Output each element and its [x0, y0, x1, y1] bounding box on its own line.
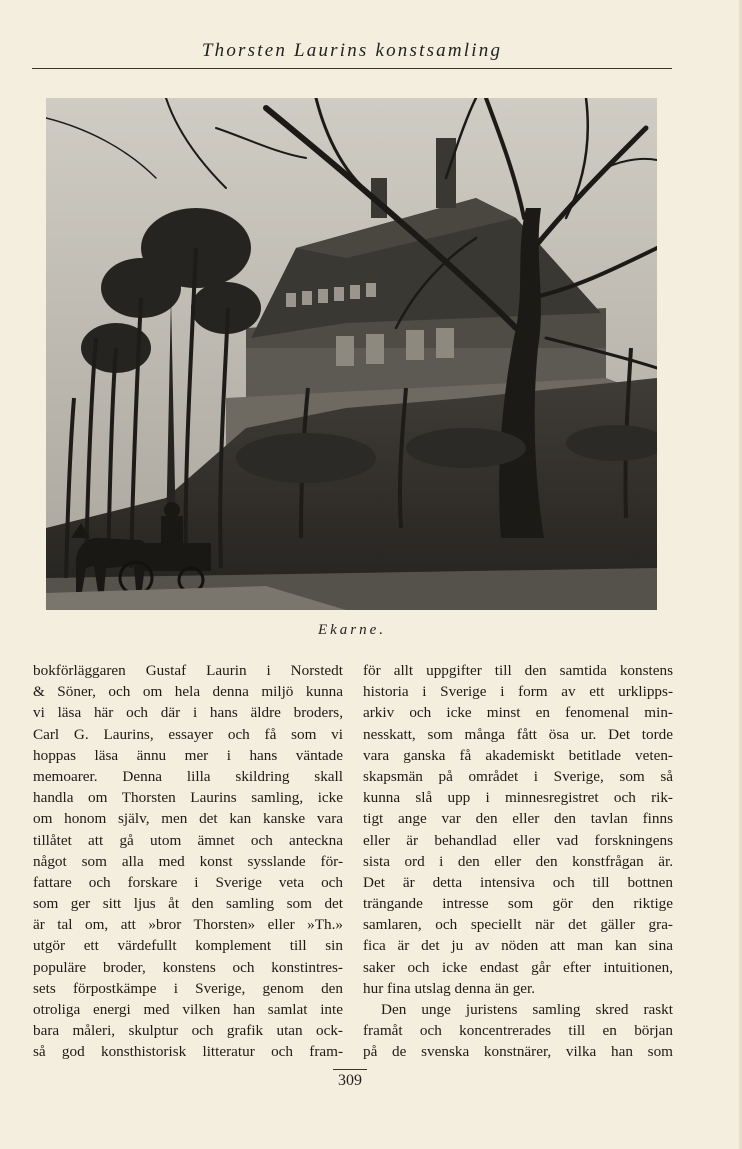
text-line: arkiv och icke minst en fenomenal min- [363, 704, 673, 722]
text-line: som ger sitt ljus åt den samling som det [33, 895, 343, 913]
text-line: handla om Thorsten Laurins samling, icke [33, 789, 343, 807]
text-line: & Söner, och om hela denna miljö kunna [33, 683, 343, 701]
header-rule [32, 68, 672, 69]
running-head: Thorsten Laurins konstsamling [201, 40, 503, 61]
text-line: hoppas läsa ännu mer i hans väntade [33, 746, 343, 764]
text-line: tigt ange var den eller den tavlan finns [363, 810, 673, 828]
text-line: för allt uppgifter till den samtida konstens [363, 662, 673, 679]
photo-caption: Ekarne. [317, 622, 387, 638]
text-line: om honom själv, men det kan kanske vara [33, 810, 343, 828]
text-line: vi läsa här och där i hans äldre broders, [33, 704, 343, 722]
text-line: nesskatt, som många fått ösa ur. Det torde [363, 725, 673, 743]
text-line: utgör ett värdefullt komplement till sin [33, 937, 343, 955]
text-line: sets förpostkämpe i Sverige, genom den [33, 979, 343, 997]
text-line: tillåtet att gå utom ämnet och anteckna [33, 831, 343, 849]
text-line: är tal om, att »bror Thorsten» eller »Th.» [33, 916, 343, 934]
text-line: eller är behandlad eller vad forskningens [363, 831, 673, 849]
text-line: fica är det ju av nöden att man kan sina [363, 937, 673, 955]
page-number: 309 [338, 1072, 362, 1089]
text-line: vara ganska få akademiskt betitlade veten- [363, 746, 673, 764]
text-line: populäre broder, konstens och konstintres- [33, 958, 343, 976]
text-line: framåt och koncentrerades till en början [363, 1022, 673, 1040]
text-line: samlaren, och speciellt när det gäller gra- [363, 916, 673, 934]
text-line: bokförläggaren Gustaf Laurin i Norstedt [33, 662, 343, 679]
text-column-left [33, 660, 343, 1063]
text-line: kunna slå upp i minnesregistret och rik- [363, 789, 673, 807]
text-line: otroliga energi med vilken han samlat inte [33, 1001, 343, 1018]
text-line: saker och icke endast går efter intuitionen, [363, 958, 673, 976]
text-line: Det är detta intensiva och till bottnen [363, 873, 673, 891]
text-line: skapsmän på området i Sverige, som så [363, 767, 673, 785]
folio-rule [333, 1069, 367, 1070]
text-line: Carl G. Laurins, essayer och få som vi [33, 725, 343, 743]
text-line: memoarer. Denna lilla skildring skall [33, 767, 343, 785]
text-line: Den unge juristens samling skred raskt [381, 1001, 673, 1018]
text-line: historia i Sverige i form av ett urklipps- [363, 683, 673, 701]
photograph [46, 98, 657, 610]
text-line: något som alla med konst sysslande för- [33, 852, 343, 870]
text-line: på de svenska konstnärer, vilka han som [363, 1043, 673, 1061]
text-line: så god konsthistorisk litteratur och fram- [33, 1043, 343, 1061]
text-line: bara måleri, skulptur och grafik utan ock- [33, 1022, 343, 1040]
text-line: hur fina utslag denna än ger. [363, 979, 536, 997]
text-line: trängande intresse som gör den riktige [363, 895, 673, 913]
text-line: fattare och forskare i Sverige veta och [33, 873, 343, 891]
text-line: sista ord i den eller den konstfrågan är. [363, 852, 673, 870]
text-column-right [363, 660, 673, 1063]
